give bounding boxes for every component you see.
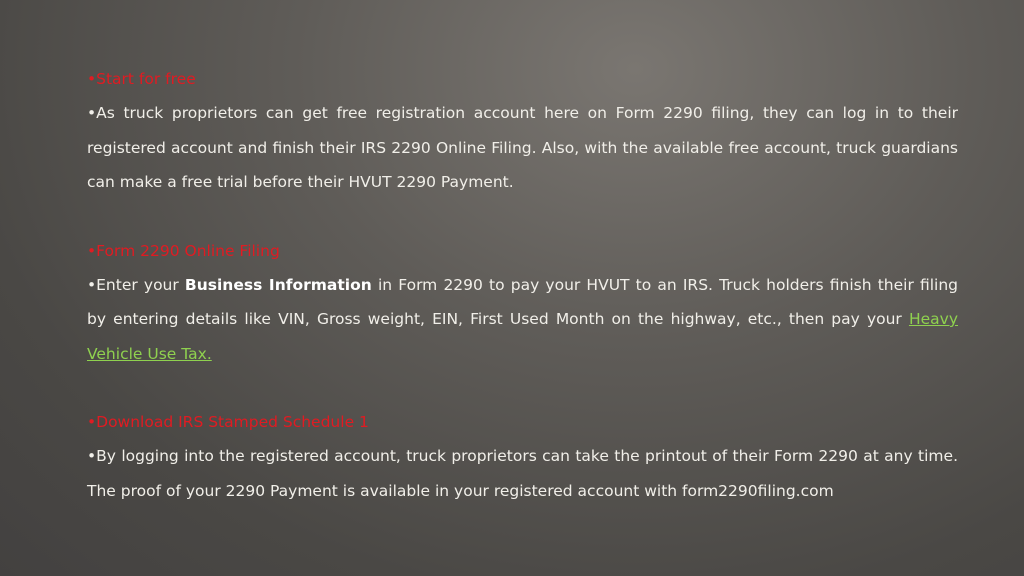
body-text: in Form 2290 to pay your HVUT to an IRS. Truck holders finish their filing by entering details like VIN, Gross weight, EIN, First Used Month on the highway, etc., then pay your <box>87 275 959 328</box>
section-heading-start-for-free: •Start for free <box>87 70 196 88</box>
heavy-vehicle-use-tax-link[interactable]: Heavy Vehicle Use Tax. <box>87 310 958 363</box>
section-body-download-schedule <box>87 439 958 508</box>
body-text: •By logging into the registered account, truck proprietors can take the printout of their Form 2290 at any time. The proof of your 2290 Payment is available in your registered account with form2290filing.com <box>87 447 958 500</box>
body-text: •As truck proprietors can get free registration account here on Form 2290 filing, they can log in to their registered account and finish their IRS 2290 Online Filing. Also, with the available free account, truck guardians can make a free trial before their HVUT 2290 Payment. <box>87 104 958 191</box>
slide-content <box>87 62 958 508</box>
body-text: •Enter your <box>87 275 185 294</box>
section-body-start-for-free <box>87 96 958 200</box>
section-heading-download-schedule: •Download IRS Stamped Schedule 1 <box>87 413 369 431</box>
section-spacer <box>87 371 958 405</box>
business-information-emphasis: Business Information <box>184 275 372 294</box>
section-spacer <box>87 200 958 234</box>
section-body-online-filing <box>87 268 958 372</box>
section-heading-online-filing: •Form 2290 Online Filing <box>87 241 280 260</box>
